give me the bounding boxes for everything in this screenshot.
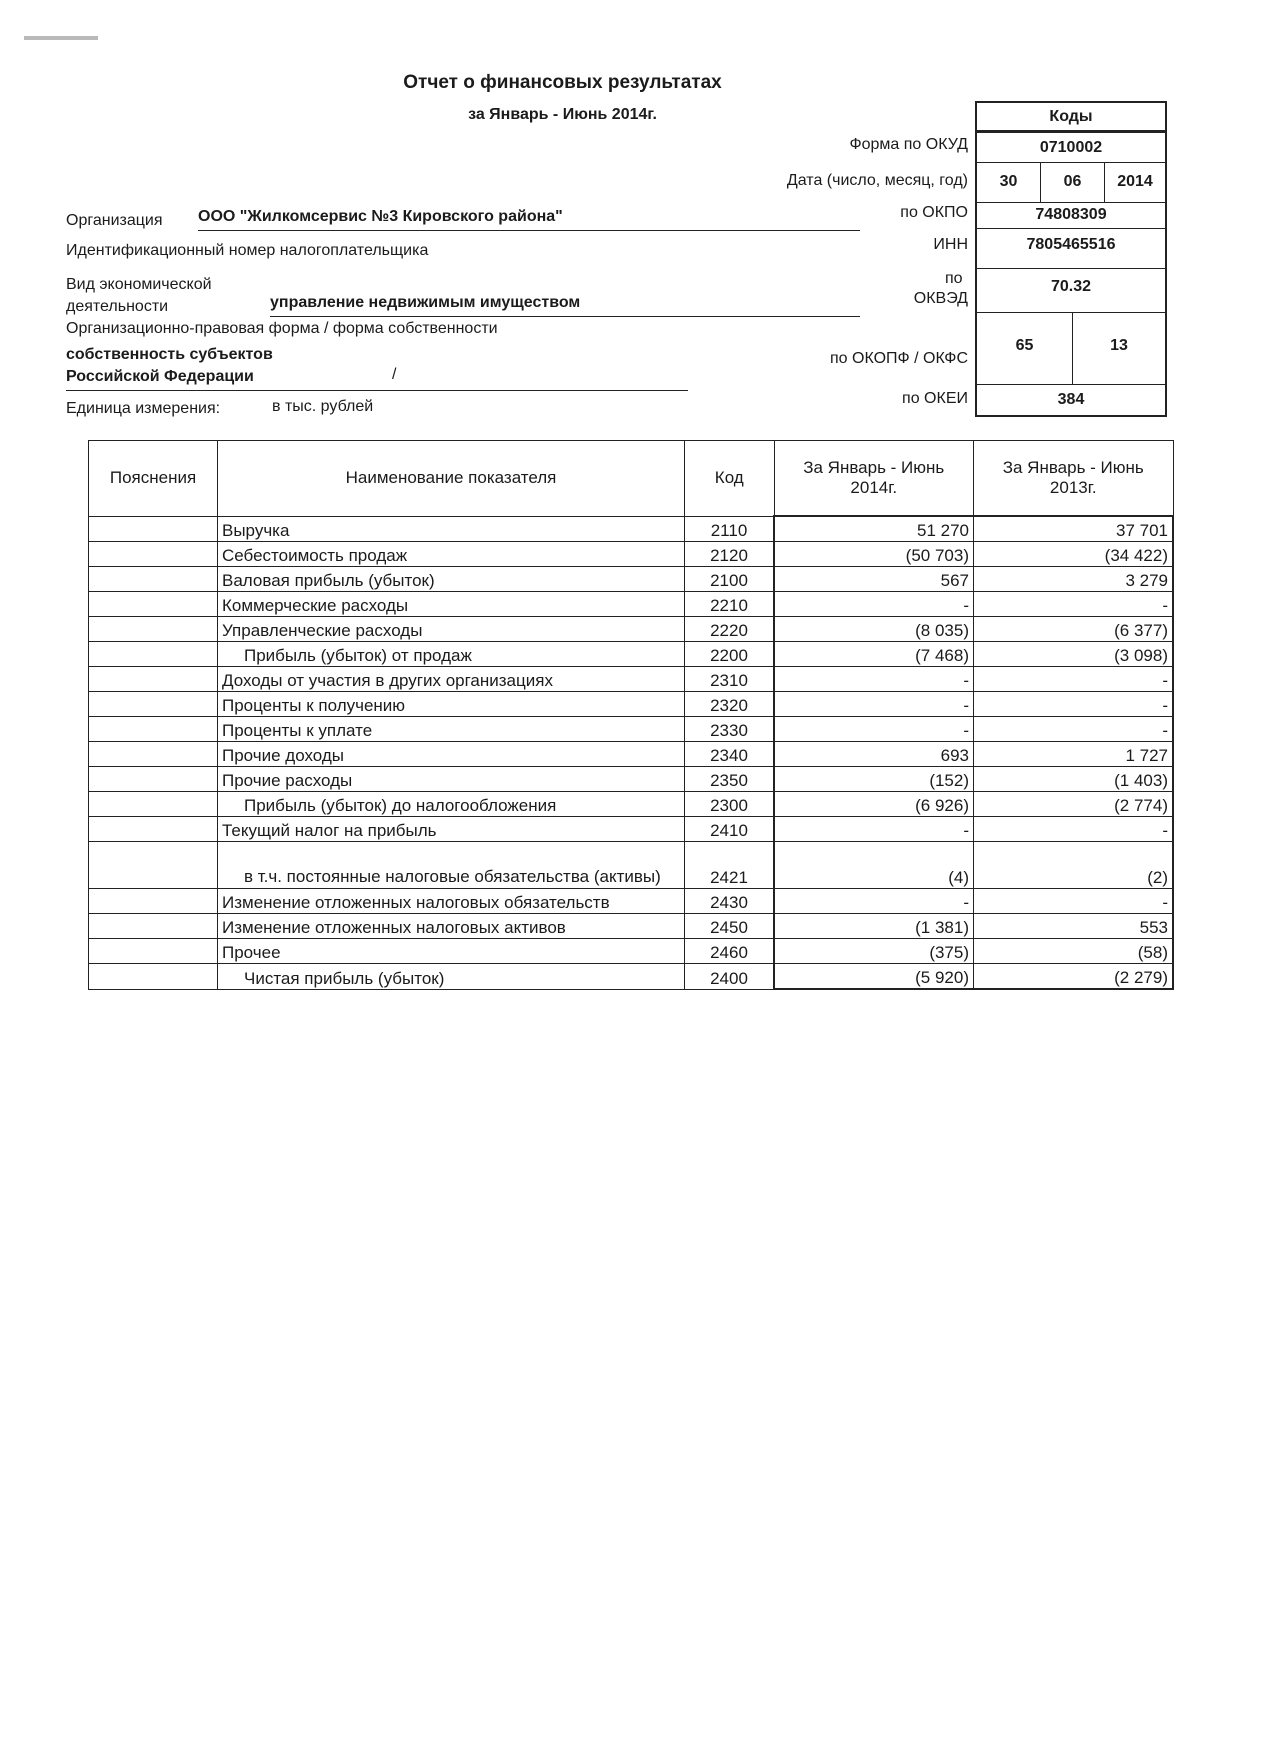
okved-label-1: по xyxy=(945,270,963,287)
table-row xyxy=(89,516,1174,542)
row-name: Валовая прибыль (убыток) xyxy=(218,567,685,592)
row-current-value: 567 xyxy=(774,567,974,592)
okei-label: по ОКЕИ xyxy=(902,390,968,407)
row-previous-value: 37 701 xyxy=(974,516,1174,542)
row-notes xyxy=(89,939,218,964)
row-name: Изменение отложенных налоговых обязательств xyxy=(218,889,685,914)
row-code: 2200 xyxy=(685,642,775,667)
row-name: Выручка xyxy=(218,516,685,542)
row-previous-value: 3 279 xyxy=(974,567,1174,592)
report-period: за Январь - Июнь 2014г. xyxy=(468,106,657,123)
col-code: Код xyxy=(685,441,775,517)
okopf-code: 65 xyxy=(977,313,1073,384)
ownership-line-2: Российской Федерации xyxy=(66,368,688,391)
unit-value: в тыс. рублей xyxy=(272,398,374,415)
row-previous-value: (2) xyxy=(974,842,1174,889)
table-header-row xyxy=(89,441,1174,517)
row-code: 2220 xyxy=(685,617,775,642)
row-notes xyxy=(89,792,218,817)
row-notes xyxy=(89,742,218,767)
table-row xyxy=(89,717,1174,742)
date-label: Дата (число, месяц, год) xyxy=(786,172,968,189)
row-current-value: - xyxy=(774,592,974,617)
row-current-value: (1 381) xyxy=(774,914,974,939)
table-row xyxy=(89,692,1174,717)
date-year: 2014 xyxy=(1117,173,1153,190)
table-row xyxy=(89,792,1174,817)
activity-label-1: Вид экономической xyxy=(66,276,212,293)
row-code: 2350 xyxy=(685,767,775,792)
date-codes xyxy=(975,163,1167,203)
row-previous-value: (6 377) xyxy=(974,617,1174,642)
financial-results-table xyxy=(88,440,1174,990)
row-notes xyxy=(89,667,218,692)
row-previous-value: - xyxy=(974,592,1174,617)
row-current-value: 51 270 xyxy=(774,516,974,542)
row-notes xyxy=(89,592,218,617)
row-name: Прочие доходы xyxy=(218,742,685,767)
col-name: Наименование показателя xyxy=(218,441,685,517)
row-current-value: (6 926) xyxy=(774,792,974,817)
row-name: Текущий налог на прибыль xyxy=(218,817,685,842)
date-month: 06 xyxy=(1041,163,1105,202)
row-name: в т.ч. постоянные налоговые обязательства (активы) xyxy=(218,842,685,889)
inn-code: 7805465516 xyxy=(975,229,1167,269)
row-name: Управленческие расходы xyxy=(218,617,685,642)
table-row xyxy=(89,742,1174,767)
okpo-code: 74808309 xyxy=(975,203,1167,229)
row-notes xyxy=(89,842,218,889)
row-previous-value: (3 098) xyxy=(974,642,1174,667)
row-current-value: - xyxy=(774,717,974,742)
row-notes xyxy=(89,617,218,642)
row-current-value: - xyxy=(774,692,974,717)
row-notes xyxy=(89,542,218,567)
scan-mark xyxy=(24,36,98,40)
row-code: 2450 xyxy=(685,914,775,939)
table-row xyxy=(89,964,1174,990)
row-name: Проценты к уплате xyxy=(218,717,685,742)
legal-form-label: Организационно-правовая форма / форма собственности xyxy=(66,320,498,337)
row-code: 2300 xyxy=(685,792,775,817)
row-previous-value: (1 403) xyxy=(974,767,1174,792)
report-title: Отчет о финансовых результатах xyxy=(403,72,722,93)
row-notes xyxy=(89,642,218,667)
row-previous-value: - xyxy=(974,817,1174,842)
okopf-okfs-codes xyxy=(975,313,1167,385)
row-name: Коммерческие расходы xyxy=(218,592,685,617)
row-previous-value: - xyxy=(974,692,1174,717)
table-row xyxy=(89,939,1174,964)
table-row xyxy=(89,592,1174,617)
inn-label: Идентификационный номер налогоплательщика xyxy=(66,242,429,259)
row-previous-value: 553 xyxy=(974,914,1174,939)
codes-box xyxy=(975,101,1167,417)
ownership-line-1: собственность субъектов xyxy=(66,346,273,363)
row-notes xyxy=(89,692,218,717)
row-previous-value: (34 422) xyxy=(974,542,1174,567)
row-current-value: (5 920) xyxy=(774,964,974,990)
activity-value: управление недвижимым имуществом xyxy=(270,294,860,317)
row-code: 2400 xyxy=(685,964,775,990)
row-name: Чистая прибыль (убыток) xyxy=(218,964,685,990)
okved-label-2: ОКВЭД xyxy=(913,290,968,307)
row-name: Себестоимость продаж xyxy=(218,542,685,567)
table-row xyxy=(89,542,1174,567)
codes-header: Коды xyxy=(975,101,1167,131)
row-previous-value: - xyxy=(974,717,1174,742)
ownership-slash: / xyxy=(392,366,397,383)
row-previous-value: (2 279) xyxy=(974,964,1174,990)
row-current-value: - xyxy=(774,667,974,692)
okud-code: 0710002 xyxy=(975,131,1167,163)
row-current-value: (4) xyxy=(774,842,974,889)
okved-code: 70.32 xyxy=(975,269,1167,313)
col-previous-period xyxy=(974,441,1174,517)
okopf-label: по ОКОПФ / ОКФС xyxy=(830,350,968,367)
table-row xyxy=(89,767,1174,792)
row-current-value: (8 035) xyxy=(774,617,974,642)
row-notes xyxy=(89,914,218,939)
row-code: 2430 xyxy=(685,889,775,914)
activity-label-2: деятельности xyxy=(66,298,169,315)
row-current-value: (50 703) xyxy=(774,542,974,567)
row-name: Проценты к получению xyxy=(218,692,685,717)
row-notes xyxy=(89,817,218,842)
row-code: 2330 xyxy=(685,717,775,742)
row-notes xyxy=(89,516,218,542)
row-name: Прибыль (убыток) от продаж xyxy=(218,642,685,667)
row-code: 2110 xyxy=(685,516,775,542)
row-code: 2100 xyxy=(685,567,775,592)
table-row xyxy=(89,914,1174,939)
row-name: Изменение отложенных налоговых активов xyxy=(218,914,685,939)
row-current-value: (152) xyxy=(774,767,974,792)
table-row xyxy=(89,667,1174,692)
col-current-line-2: 2014г. xyxy=(850,478,898,497)
table-row xyxy=(89,617,1174,642)
row-notes xyxy=(89,717,218,742)
row-code: 2310 xyxy=(685,667,775,692)
row-current-value: (7 468) xyxy=(774,642,974,667)
row-code: 2421 xyxy=(685,842,775,889)
row-previous-value: (2 774) xyxy=(974,792,1174,817)
inn-code-label: ИНН xyxy=(933,236,968,253)
row-current-value: 693 xyxy=(774,742,974,767)
row-notes xyxy=(89,567,218,592)
okei-code: 384 xyxy=(975,385,1167,417)
row-name: Прибыль (убыток) до налогообложения xyxy=(218,792,685,817)
okud-label: Форма по ОКУД xyxy=(849,136,968,153)
row-previous-value: 1 727 xyxy=(974,742,1174,767)
col-notes: Пояснения xyxy=(89,441,218,517)
row-name: Прочее xyxy=(218,939,685,964)
table-row xyxy=(89,889,1174,914)
okfs-code: 13 xyxy=(1110,337,1128,354)
row-previous-value: - xyxy=(974,889,1174,914)
row-name: Прочие расходы xyxy=(218,767,685,792)
row-current-value: (375) xyxy=(774,939,974,964)
row-code: 2120 xyxy=(685,542,775,567)
col-previous-line-1: За Январь - Июнь xyxy=(1002,458,1144,477)
row-notes xyxy=(89,767,218,792)
unit-label: Единица измерения: xyxy=(66,400,221,417)
row-code: 2320 xyxy=(685,692,775,717)
row-previous-value: - xyxy=(974,667,1174,692)
date-day: 30 xyxy=(977,163,1041,202)
row-current-value: - xyxy=(774,817,974,842)
table-row xyxy=(89,842,1174,889)
table-row xyxy=(89,642,1174,667)
row-previous-value: (58) xyxy=(974,939,1174,964)
col-previous-line-2: 2013г. xyxy=(1049,478,1097,497)
row-code: 2340 xyxy=(685,742,775,767)
org-name: ООО "Жилкомсервис №3 Кировского района" xyxy=(198,208,860,231)
col-current-line-1: За Январь - Июнь xyxy=(803,458,945,477)
row-code: 2210 xyxy=(685,592,775,617)
row-notes xyxy=(89,964,218,990)
okpo-label: по ОКПО xyxy=(900,204,968,221)
table-row xyxy=(89,817,1174,842)
row-notes xyxy=(89,889,218,914)
col-current-period xyxy=(774,441,974,517)
row-current-value: - xyxy=(774,889,974,914)
row-code: 2460 xyxy=(685,939,775,964)
row-code: 2410 xyxy=(685,817,775,842)
row-name: Доходы от участия в других организациях xyxy=(218,667,685,692)
org-label: Организация xyxy=(66,212,163,229)
table-row xyxy=(89,567,1174,592)
